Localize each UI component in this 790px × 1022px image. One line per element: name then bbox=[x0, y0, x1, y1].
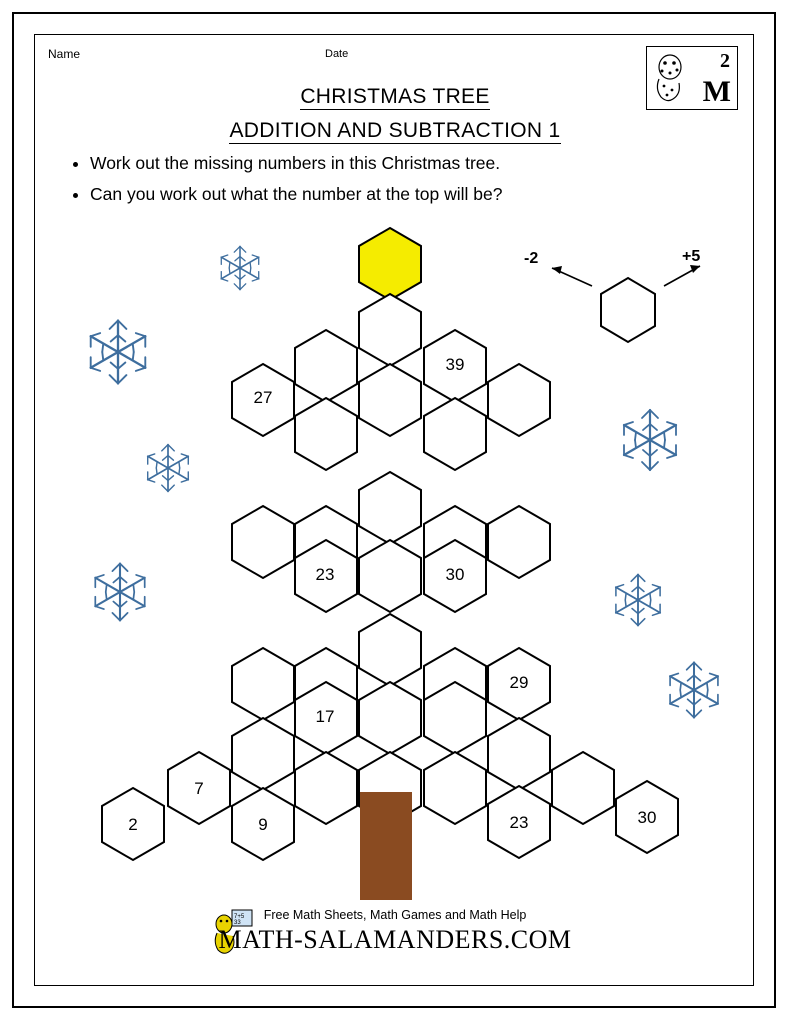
hex-number: 2 bbox=[128, 815, 138, 834]
logo-letter: M bbox=[702, 75, 731, 108]
title-line2-text: ADDITION AND SUBTRACTION 1 bbox=[229, 119, 561, 142]
date-label: Date bbox=[325, 48, 349, 60]
svg-text:33: 33 bbox=[234, 920, 241, 926]
key-label-left: -2 bbox=[524, 250, 539, 267]
instruction-item: • Can you work out what the number at the top will be? bbox=[90, 181, 722, 208]
key-label-right: +5 bbox=[682, 248, 701, 265]
hex-number: 30 bbox=[445, 565, 465, 584]
logo-grade-number: 2 bbox=[720, 50, 730, 72]
hex-number: 23 bbox=[315, 565, 335, 584]
footer-url bbox=[0, 925, 790, 955]
name-label: Name bbox=[48, 47, 81, 61]
hex-number: 9 bbox=[258, 815, 268, 834]
tree-trunk bbox=[360, 792, 412, 900]
hex-number: 27 bbox=[253, 388, 273, 407]
hex-number: 7 bbox=[194, 779, 204, 798]
svg-text:7+5: 7+5 bbox=[234, 914, 245, 920]
hex-number: 39 bbox=[445, 355, 465, 374]
footer-url-text: MATH-SALAMANDERS.COM bbox=[218, 925, 572, 954]
hex-number: 23 bbox=[509, 813, 529, 832]
title-line1-text: CHRISTMAS TREE bbox=[300, 85, 490, 108]
hex-number: 17 bbox=[315, 707, 335, 726]
hex-number: 30 bbox=[637, 808, 657, 827]
hex-number: 29 bbox=[509, 673, 529, 692]
instruction-item: • Work out the missing numbers in this Christmas tree. bbox=[90, 150, 722, 177]
footer-tagline: Free Math Sheets, Math Games and Math Help bbox=[263, 908, 527, 922]
